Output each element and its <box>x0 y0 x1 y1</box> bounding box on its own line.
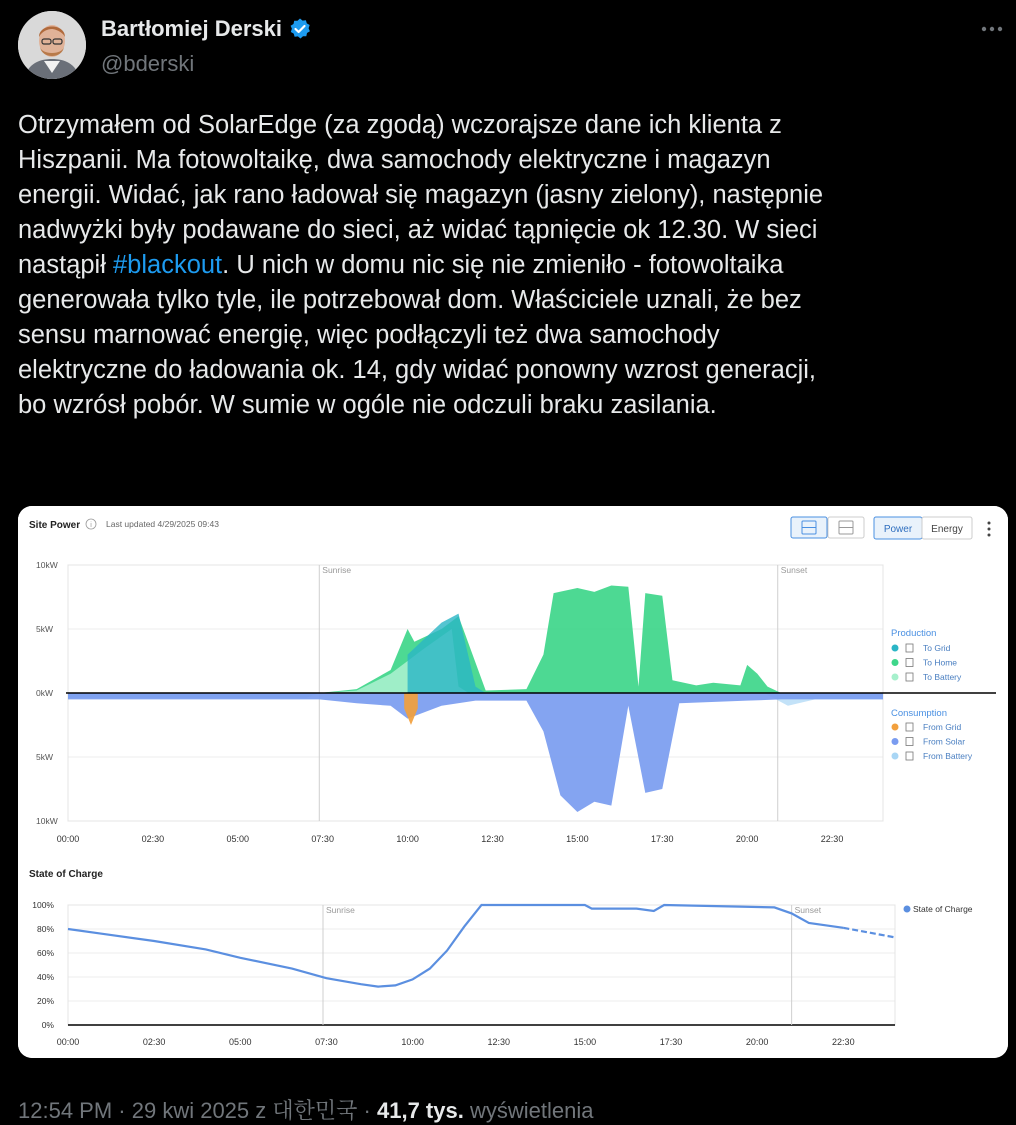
marker-label: Sunset <box>780 565 808 575</box>
tweet-line <box>18 248 993 283</box>
x-tick-label: 15:00 <box>573 1037 597 1047</box>
x-tick-label: 00:00 <box>56 1037 80 1047</box>
legend-dot <box>892 753 899 760</box>
legend-dot <box>892 738 899 745</box>
legend-production-title: Production <box>891 628 937 639</box>
author-handle[interactable]: @bderski <box>101 51 195 76</box>
energy-tab[interactable] <box>922 517 972 539</box>
legend-label: From Solar <box>923 736 966 747</box>
x-tick-label: 07:30 <box>311 834 334 844</box>
author-name[interactable] <box>101 16 312 42</box>
x-tick-label: 10:00 <box>396 834 419 844</box>
tweet-line: elektryczne do ładowania ok. 14, gdy widać ponowny wzrost generacji, <box>18 356 817 384</box>
svg-text:i: i <box>90 522 92 529</box>
y-tick-label: 100% <box>32 900 54 910</box>
energy-tab-label[interactable]: Energy <box>931 524 963 535</box>
x-tick-label: 17:30 <box>651 834 674 844</box>
tweet-line: Hiszpanii. Ma fotowoltaikę, dwa samochody elektryczne i magazyn <box>18 146 771 174</box>
tweet-line: generowała tylko tyle, ile potrzebował dom. Właściciele uznali, że bez <box>18 286 802 314</box>
y-tick-label: 40% <box>36 972 54 982</box>
tweet-line: bo wzrósł pobór. W sumie w ogóle nie odczuli braku zasilania. <box>18 391 717 419</box>
legend-label: To Grid <box>923 643 951 653</box>
legend-dot <box>892 674 899 681</box>
tweet-location: 대한민국 <box>272 1098 358 1123</box>
x-tick-label: 15:00 <box>566 834 589 844</box>
tweet-text <box>18 108 993 423</box>
legend-label: State of Charge <box>913 904 973 914</box>
tweet-time[interactable]: 12:54 PM <box>18 1098 113 1123</box>
tweet-text-segment: . U nich w domu nic się nie zmieniło - fotowoltaika <box>222 251 784 279</box>
tweet-line: sensu marnować energię, więc podłączyli też dwa samochody <box>18 321 720 349</box>
views-label: wyświetlenia <box>469 1098 594 1123</box>
legend-dot <box>892 659 899 666</box>
x-tick-label: 20:00 <box>745 1037 769 1047</box>
last-updated-text: Last updated 4/29/2025 09:43 <box>106 519 219 529</box>
author-name-text[interactable]: Bartłomiej Derski <box>101 16 282 41</box>
y-tick-label: 5kW <box>36 752 53 762</box>
y-tick-label: 0% <box>41 1020 54 1030</box>
y-tick-label: 60% <box>36 948 54 958</box>
tweet-line: Otrzymałem od SolarEdge (za zgodą) wczorajsze dane ich klienta z <box>18 111 782 139</box>
x-tick-label: 20:00 <box>735 834 759 844</box>
hashtag-link[interactable]: #blackout <box>112 251 223 279</box>
legend-label: To Home <box>923 657 958 668</box>
x-tick-label: 00:00 <box>56 834 80 844</box>
state-of-charge-title: State of Charge <box>29 869 103 880</box>
attached-image[interactable] <box>18 506 1008 1058</box>
layout-toggle-split-button[interactable] <box>828 517 864 538</box>
y-tick-label: 80% <box>36 924 54 934</box>
marker-label: Sunset <box>794 905 822 915</box>
marker-label: Sunrise <box>325 905 355 915</box>
legend-dot <box>892 724 899 731</box>
marker-label: Sunrise <box>322 565 352 575</box>
x-tick-label: 07:30 <box>315 1037 338 1047</box>
x-tick-label: 17:30 <box>659 1037 683 1047</box>
location-prefix: z <box>255 1098 267 1123</box>
tweet-text-segment: nastąpił <box>18 251 113 279</box>
legend-label: From Battery <box>923 751 973 761</box>
x-tick-label: 22:30 <box>820 834 844 844</box>
legend-label: To Battery <box>923 672 962 682</box>
x-tick-label: 02:30 <box>142 1037 166 1047</box>
tweet-date[interactable]: 29 kwi 2025 <box>131 1098 250 1123</box>
y-tick-label: 5kW <box>36 624 53 634</box>
y-tick-label: 0kW <box>36 688 53 698</box>
layout-toggle-stacked-button[interactable] <box>791 517 827 538</box>
legend-dot <box>904 906 911 913</box>
x-tick-label: 22:30 <box>832 1037 855 1047</box>
avatar[interactable] <box>18 11 86 79</box>
tweet-line: energii. Widać, jak rano ładował się magazyn (jasny zielony), następnie <box>18 181 824 209</box>
x-tick-label: 12:30 <box>487 1037 510 1047</box>
tweet-footer: 12:54 PM · 29 kwi 2025 z 대한민국 · 41,7 tys. wyświetlenia <box>18 1098 594 1123</box>
power-tab[interactable] <box>874 517 922 539</box>
x-tick-label: 10:00 <box>401 1037 424 1047</box>
x-tick-label: 05:00 <box>229 1037 252 1047</box>
y-tick-label: 10kW <box>36 816 58 826</box>
power-tab-label[interactable]: Power <box>883 524 913 535</box>
legend-dot <box>892 645 899 652</box>
y-tick-label: 20% <box>36 996 54 1006</box>
legend-label: From Grid <box>923 722 962 732</box>
x-tick-label: 02:30 <box>141 834 165 844</box>
x-tick-label: 12:30 <box>481 834 504 844</box>
legend-consumption-title: Consumption <box>891 708 947 719</box>
site-power-title: Site Power <box>29 520 81 531</box>
tweet-line: nadwyżki były podawane do sieci, aż widać tąpnięcie ok 12.30. W sieci <box>18 216 818 244</box>
chart-canvas <box>18 506 1008 1058</box>
chart-menu-icon[interactable] <box>988 522 991 537</box>
verified-badge-icon <box>288 17 312 41</box>
more-options-icon[interactable] <box>978 16 1006 40</box>
x-tick-label: 05:00 <box>226 834 250 844</box>
y-tick-label: 10kW <box>36 560 58 570</box>
view-count: 41,7 tys. <box>376 1098 464 1123</box>
